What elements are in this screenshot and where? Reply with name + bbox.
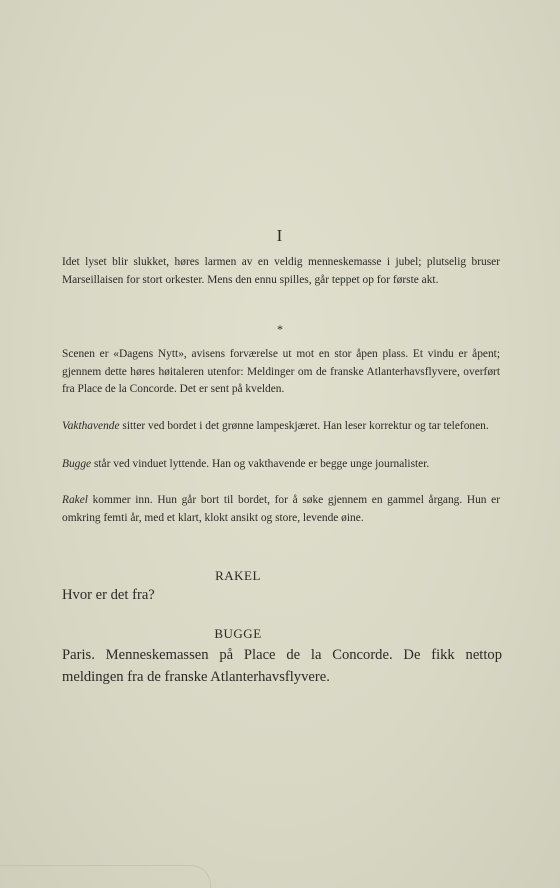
stage-direction-rakel: [62, 492, 500, 527]
stage-direction-scene: Scenen er «Dagens Nytt», avisens forværelse ut mot en stor åpen plass. Et vindu er åpent; gjennem dette høres høitaleren utenfor: Meldinger om de franske Atlanterhavsflyvere, overført fra Place de la Concorde. Det er sent på kvelden.: [62, 348, 500, 395]
stage-direction-bugge: [62, 456, 500, 474]
speaker-name: RAKEL: [215, 568, 261, 583]
paper-edge-mark: [0, 865, 211, 888]
dialogue-line: Paris. Menneskemassen på Place de la Concorde. De fikk nettop meldingen fra de franske Atlanterhavsflyvere.: [62, 647, 502, 685]
dialogue-line: Hvor er det fra?: [62, 587, 155, 603]
character-name: Vakthavende: [62, 420, 120, 432]
act-heading: I: [276, 226, 284, 245]
character-name: Rakel: [62, 494, 88, 506]
stage-direction-text: kommer inn. Hun går bort til bordet, for å søke gjennem en gammel årgang. Hun er omkring femti år, med et klart, klokt ansikt og store, levende øine.: [62, 494, 500, 524]
stage-direction-text: står ved vinduet lyttende. Han og vakthavende er begge unge journalister.: [91, 458, 430, 470]
section-separator: *: [277, 322, 283, 336]
stage-direction-vakthavende: [62, 418, 500, 436]
character-name: Bugge: [62, 458, 92, 470]
stage-direction-text: sitter ved bordet i det grønne lampeskjæret. Han leser korrektur og tar telefonen.: [119, 420, 489, 432]
stage-direction-opening: Idet lyset blir slukket, høres larmen av en veldig menneskemasse i jubel; plutselig bruser Marseillaisen for stort orkester. Mens den ennu spilles, går teppet op for første akt.: [62, 256, 500, 286]
speaker-name: BUGGE: [214, 626, 262, 641]
